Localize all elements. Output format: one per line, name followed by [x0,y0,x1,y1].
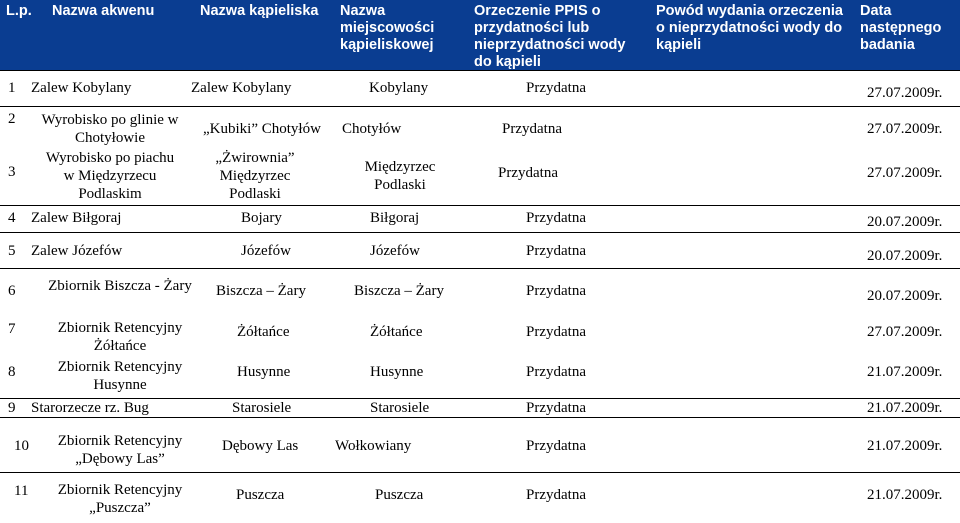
cell-data: 27.07.2009r. [867,165,943,181]
cell-miejscowosc: Biszcza – Żary [354,283,444,299]
cell-kapielisko: „Kubiki” Chotyłów [203,121,321,137]
header-data: Data następnego badania [860,3,942,53]
cell-lp: 6 [8,283,16,299]
cell-orzeczenie: Przydatna [526,400,586,416]
cell-lp: 5 [8,243,16,259]
cell-miejscowosc: Wołkowiany [335,438,412,454]
cell-lp: 3 [8,164,16,180]
cell-orzeczenie: Przydatna [526,364,586,380]
cell-data: 21.07.2009r. [867,400,943,416]
cell-lp: 10 [14,438,29,454]
cell-miejscowosc: Żółtańce [370,324,423,340]
cell-akwen: Zbiornik Retencyjny „Dębowy Las” [57,433,183,467]
cell-miejscowosc: Chotyłów [342,121,402,137]
cell-akwen: Zalew Kobylany [31,80,132,96]
cell-lp: 7 [8,321,16,337]
cell-kapielisko: Puszcza [236,487,285,503]
cell-kapielisko: Zalew Kobylany [191,80,292,96]
cell-lp: 4 [8,210,16,226]
cell-kapielisko: Dębowy Las [222,438,299,454]
row-divider [0,268,960,269]
cell-miejscowosc: Międzyrzec Podlaski [364,159,436,193]
cell-data: 27.07.2009r. [867,85,943,101]
cell-orzeczenie: Przydatna [526,438,586,454]
cell-lp: 11 [14,483,29,499]
cell-data: 20.07.2009r. [867,248,943,264]
cell-data: 21.07.2009r. [867,364,943,380]
row-divider [0,205,960,206]
cell-akwen: Zbiornik Retencyjny Husynne [57,359,183,393]
cell-orzeczenie: Przydatna [526,283,586,299]
cell-akwen: Zalew Józefów [31,243,123,259]
cell-orzeczenie: Przydatna [498,165,558,181]
row-divider [0,70,960,71]
header-lp: L.p. [6,3,32,19]
cell-akwen: Zalew Biłgoraj [31,210,122,226]
cell-data: 27.07.2009r. [867,121,943,137]
cell-miejscowosc: Husynne [370,364,424,380]
cell-akwen: Wyrobisko po piachu w Międzyrzecu Podlaskim [45,150,175,202]
cell-kapielisko: Józefów [241,243,291,259]
header-akwen: Nazwa akwenu [52,3,155,19]
cell-akwen: Zbiornik Biszcza - Żary [48,278,192,294]
cell-lp: 2 [8,111,16,127]
cell-data: 21.07.2009r. [867,438,943,454]
header-miejscowosc: Nazwa miejscowości kąpieliskowej [340,3,435,53]
cell-miejscowosc: Józefów [370,243,420,259]
cell-data: 20.07.2009r. [867,288,943,304]
cell-miejscowosc: Starosiele [370,400,430,416]
cell-data: 27.07.2009r. [867,324,943,340]
cell-miejscowosc: Puszcza [375,487,424,503]
cell-kapielisko: Starosiele [232,400,292,416]
cell-orzeczenie: Przydatna [502,121,562,137]
cell-lp: 9 [8,400,16,416]
cell-miejscowosc: Kobylany [369,80,429,96]
cell-data: 20.07.2009r. [867,214,943,230]
row-divider [0,106,960,107]
cell-orzeczenie: Przydatna [526,210,586,226]
cell-akwen: Wyrobisko po glinie w Chotyłowie [41,112,179,146]
cell-orzeczenie: Przydatna [526,487,586,503]
cell-akwen: Zbiornik Retencyjny Żółtańce [57,320,183,354]
header-kapielisko: Nazwa kąpieliska [200,3,319,19]
header-powod: Powód wydania orzeczenia o nieprzydatności wody do kąpieli [656,3,843,53]
cell-lp: 8 [8,364,16,380]
cell-akwen: Starorzecze rz. Bug [31,400,149,416]
header-orzeczenie: Orzeczenie PPIS o przydatności lub nieprzydatności wody do kąpieli [474,3,626,70]
cell-miejscowosc: Biłgoraj [370,210,420,226]
row-divider [0,417,960,418]
cell-lp: 1 [8,80,16,96]
cell-akwen: Zbiornik Retencyjny „Puszcza” [57,482,183,516]
cell-kapielisko: Bojary [241,210,282,226]
cell-kapielisko: Biszcza – Żary [216,283,306,299]
cell-orzeczenie: Przydatna [526,80,586,96]
cell-data: 21.07.2009r. [867,487,943,503]
cell-orzeczenie: Przydatna [526,324,586,340]
table-header [0,0,960,70]
cell-orzeczenie: Przydatna [526,243,586,259]
row-divider [0,472,960,473]
cell-kapielisko: Husynne [237,364,291,380]
cell-kapielisko: „Żwirownia” Międzyrzec Podlaski [215,150,295,202]
row-divider [0,232,960,233]
cell-kapielisko: Żółtańce [237,324,290,340]
